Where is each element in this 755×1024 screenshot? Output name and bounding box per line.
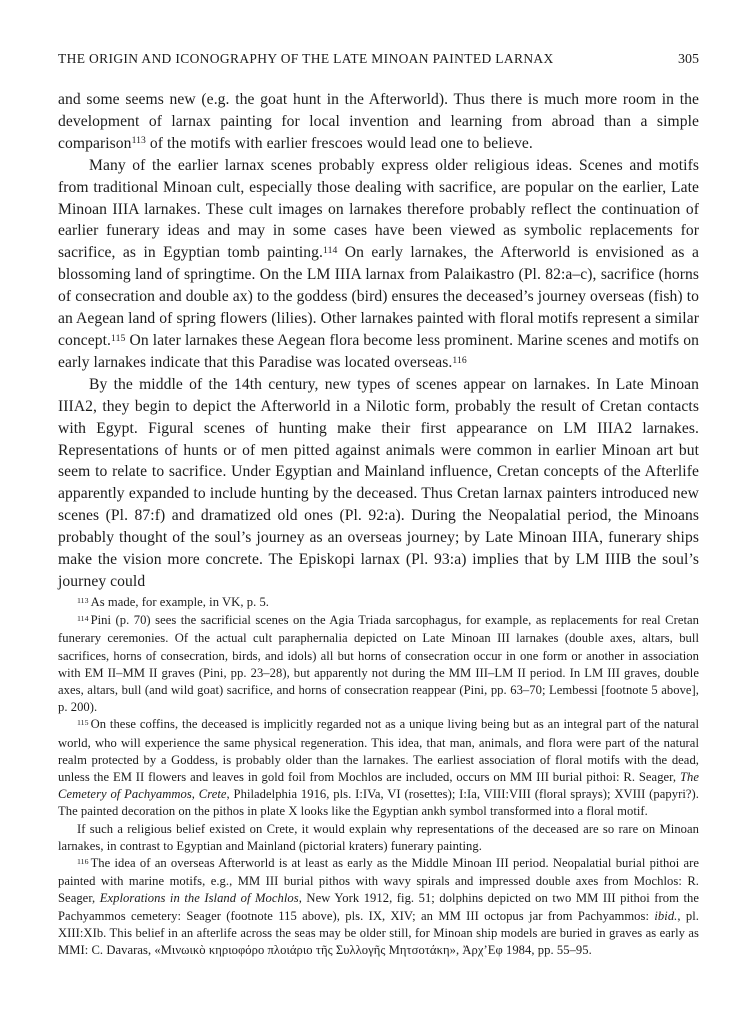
footnote-number: 113 <box>77 595 89 605</box>
page-number: 305 <box>678 52 699 67</box>
ibid: ibid. <box>654 908 678 923</box>
running-header <box>58 51 699 68</box>
footnote-114: $^{114}$ Pini (p. 70) sees the sacrificial scenes on the Agia Triada sarcophagus, for example, as replacements for real Cretan funerary ceremonies. Of the actual cult paraphernalia depicted on Late Minoan III larnakes (double axes, altars, bull sacrifices, horns of consecration, birds, and idols) all but horns of consecration occur in one form or another in association with EM II–MM II graves (Pini, pp. 23–28), but apparently not during the MM III–LM II period. In LM III graves, double axes, altars, bull (and wild goat) sacrifice, and horns of consecration reappear (Pini, pp. 63–70; Lembessi [footnote 5 above], p. 200). <box>58 613 699 715</box>
footnote-113: $^{113}$ As made, for example, in VK, p. 5. <box>77 595 270 609</box>
footnote-ref-115[interactable]: 115 <box>111 332 126 344</box>
footnote-number: 116 <box>77 856 89 866</box>
footnote-ref-116[interactable]: 116 <box>452 354 467 366</box>
footnote-ref-113[interactable]: 113 <box>131 135 146 147</box>
paragraph-2: Many of the earlier larnax scenes probably express older religious ideas. Scenes and motifs from traditional Minoan cult, especially those dealing with sacrifice, are popular on the earlier, Late Minoan IIIA larnakes. These cult images on larnakes therefore probably reflect the continuation of earlier funerary ideas and may in some cases have been viewed as symbolic replacements for sacrifice, as in Egyptian tomb painting.$^{114}$ On early larnakes, the Afterworld is envisioned as a blossoming land of springtime. On the LM IIIA larnax from Palaikastro (Pl. 82:a–c), sacrifice (horns of consecration and double ax) to the goddess (bird) ensures the deceased’s journey overseas (fish) to an Aegean land of spring flowers (lilies). Other larnakes painted with floral motifs represent a similar concept.$^{115}$ On later larnakes these Aegean flora become less prominent. Marine scenes and motifs on early larnakes indicate that this Paradise was located overseas.$^{116}$ <box>58 156 699 371</box>
running-title: THE ORIGIN AND ICONOGRAPHY OF THE LATE MINOAN PAINTED LARNAX <box>58 51 554 66</box>
paragraph-1: and some seems new (e.g. the goat hunt in the Afterworld). Thus there is much more room in the development of larnax painting for local invention and learning from abroad than a simple comparison$^{113}$ of the motifs with earlier frescoes would lead one to believe. <box>58 91 699 152</box>
main-text <box>58 89 699 593</box>
book-title: The Cemetery of Pachyammos, Crete <box>58 770 699 802</box>
footnote-ref-114[interactable]: 114 <box>323 245 338 256</box>
footnotes <box>58 594 699 959</box>
footnote-116: $^{116}$ The idea of an overseas Afterworld is at least as early as the Middle Minoan III period. Neopalatial burial pithoi are painted with marine motifs, e.g., MM III burial pithos with wavy spirals and impressed double axes from Mochlos: R. Seager, Explorations in the Island of Mochlos, New York 1912, fig. 51; dolphins depicted on two MM III pithoi from the Pachyammos cemetery: Seager (footnote 115 above), pls. IX, XIV; an MM III octopus jar from Pachyammos: ibid., pl. XIII:XIb. This belief in an afterlife across the seas may be older still, for Minoan ship models are buried in graves as early as MMI: C. Davaras, «Μινωικὸ κηριοφόρο πλοιάριο τῆς Συλλογῆς Μητσοτάκη», Ἀρχ’Εφ 1984, pp. 55–95. <box>58 856 699 958</box>
footnote-number: 115 <box>77 717 89 727</box>
paragraph-3: By the middle of the 14th century, new types of scenes appear on larnakes. In Late Minoan IIIA2, they begin to depict the Afterworld in a Nilotic form, probably the result of Cretan contacts with Egypt. Figural scenes of hunting make their first appearance on LM IIIA2 larnakes. Representations of hunts or of men pitted against animals were common in earlier Minoan art but seem to relate to sacrifice. Under Egyptian and Mainland influence, Cretan concepts of the Afterlife apparently expanded to include hunting by the deceased. Thus Cretan larnax painters introduced new scenes (Pl. 87:f) and dramatized old ones (Pl. 92:a). During the Neopalatial period, the Minoans probably thought of the soul’s journey as an overseas journey; by Late Minoan IIIA, funerary ships make the vision more concrete. The Episkopi larnax (Pl. 93:a) implies that by LM IIIB the soul’s journey could <box>58 375 699 590</box>
book-title: Explorations in the Island of Mochlos <box>99 891 299 906</box>
footnote-115: $^{115}$ On these coffins, the deceased is implicitly regarded not as a unique living being but as an integral part of the natural world, who will experience the same physical regeneration. This idea, that man, animals, and flora were part of the natural realm protected by a Goddess, is probably older than the larnakes. The earliest association of floral motifs with the dead, unless the EM II flowers and leaves in gold foil from Mochlos are included, occurs on MM III burial pithoi: R. Seager, The Cemetery of Pachyammos, Crete, Philadelphia 1916, pls. I:IVa, VI (rosettes); I:Ia, VIII:VIII (floral sprays); XVIII (papyri?). The painted decoration on the pithos in plate X looks like the Egyptian ankh symbol transformed into a floral motif. <box>58 717 699 819</box>
footnote-number: 114 <box>77 613 89 623</box>
footnote-115-continuation: If such a religious belief existed on Crete, it would explain why representations of the deceased are so rare on Minoan larnakes, in contrast to Egyptian and Mainland (pictorial kraters) funerary painting. <box>58 821 699 853</box>
